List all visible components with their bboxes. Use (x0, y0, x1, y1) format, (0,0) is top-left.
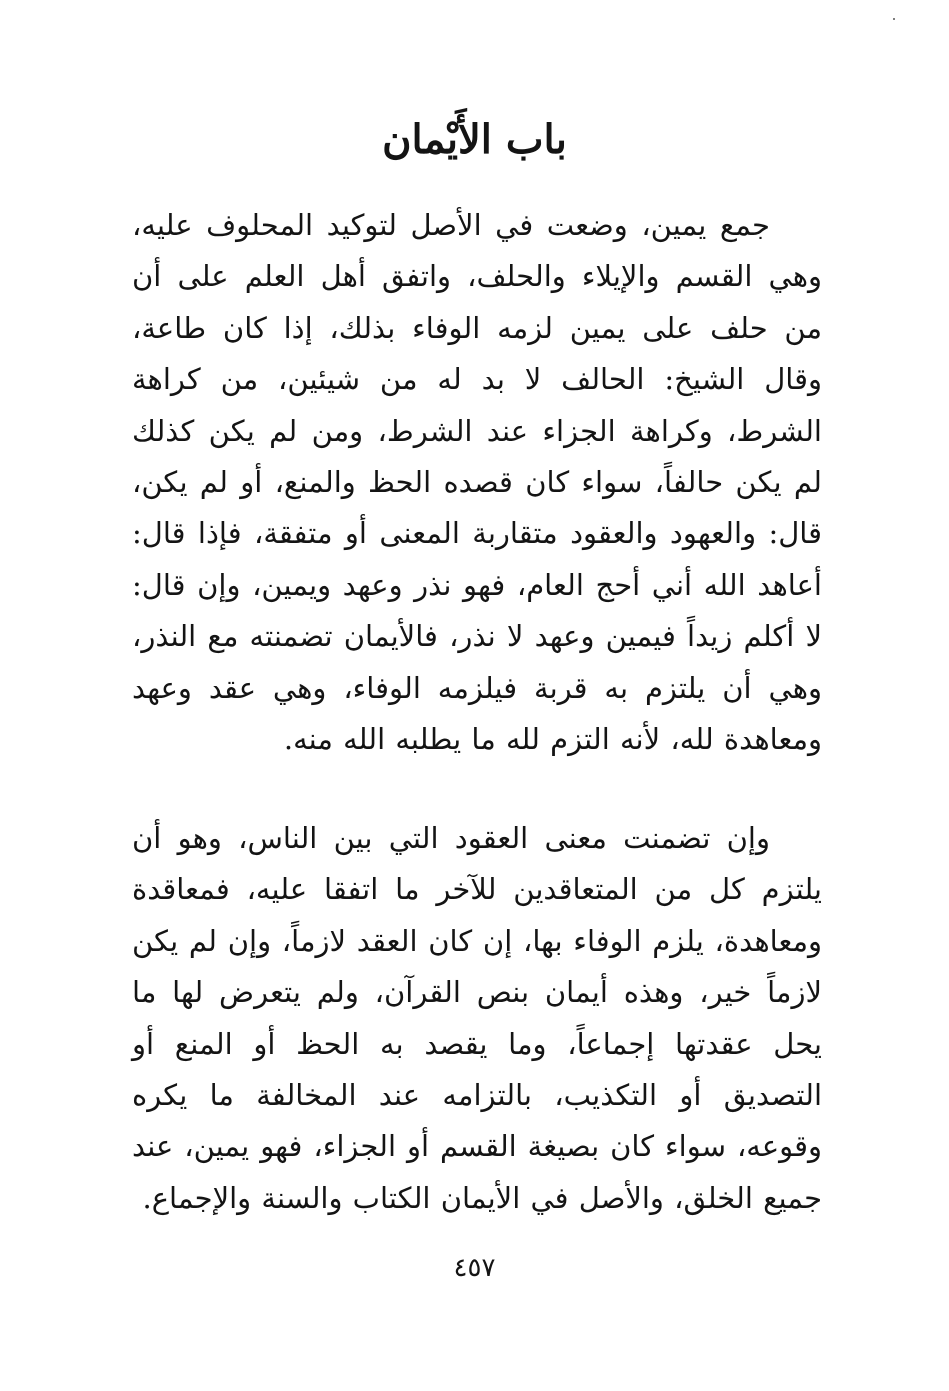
scan-speck (893, 18, 895, 20)
body-paragraph-1: جمع يمين، وضعت في الأصل لتوكيد المحلوف عليه، وهي القسم والإيلاء والحلف، واتفق أهل العلم على أن من حلف على يمين لزمه الوفاء بذلك، إذا كان طاعة، وقال الشيخ: الحالف لا بد له من شيئين، من كراهة الشرط، وكراهة الجزاء عند الشرط، ومن لم يكن كذلك لم يكن حالفاً، سواء كان قصده الحظ والمنع، أو لم يكن، قال: والعهود والعقود متقاربة المعنى أو متفقة، فإذا قال: أعاهد الله أني أحج العام، فهو نذر وعهد ويمين، وإن قال: لا أكلم زيداً فيمين وعهد لا نذر، فالأيمان تضمنته مع النذر، وهي أن يلتزم به قربة فيلزمه الوفاء، وهي عقد وعهد ومعاهدة لله، لأنه التزم لله ما يطلبه الله منه. (132, 208, 822, 757)
page-number: ٤٥٧ (453, 1253, 496, 1283)
body-paragraph-2: وإن تضمنت معنى العقود التي بين الناس، وهو أن يلتزم كل من المتعاقدين للآخر ما اتفقا عليه، فمعاقدة ومعاهدة، يلزم الوفاء بها، إن كان العقد لازماً، وإن لم يكن لازماً خير، وهذه أيمان بنص القرآن، ولم يتعرض لها ما يحل عقدتها إجماعاً، وما يقصد به الحظ أو المنع أو التصديق أو التكذيب، بالتزامه عند المخالفة ما يكره وقوعه، سواء كان بصيغة القسم أو الجزاء، فهو يمين، عند جميع الخلق، والأصل في الأيمان الكتاب والسنة والإجماع. (132, 821, 822, 1215)
chapter-title: باب الأَيْمان (382, 116, 567, 163)
